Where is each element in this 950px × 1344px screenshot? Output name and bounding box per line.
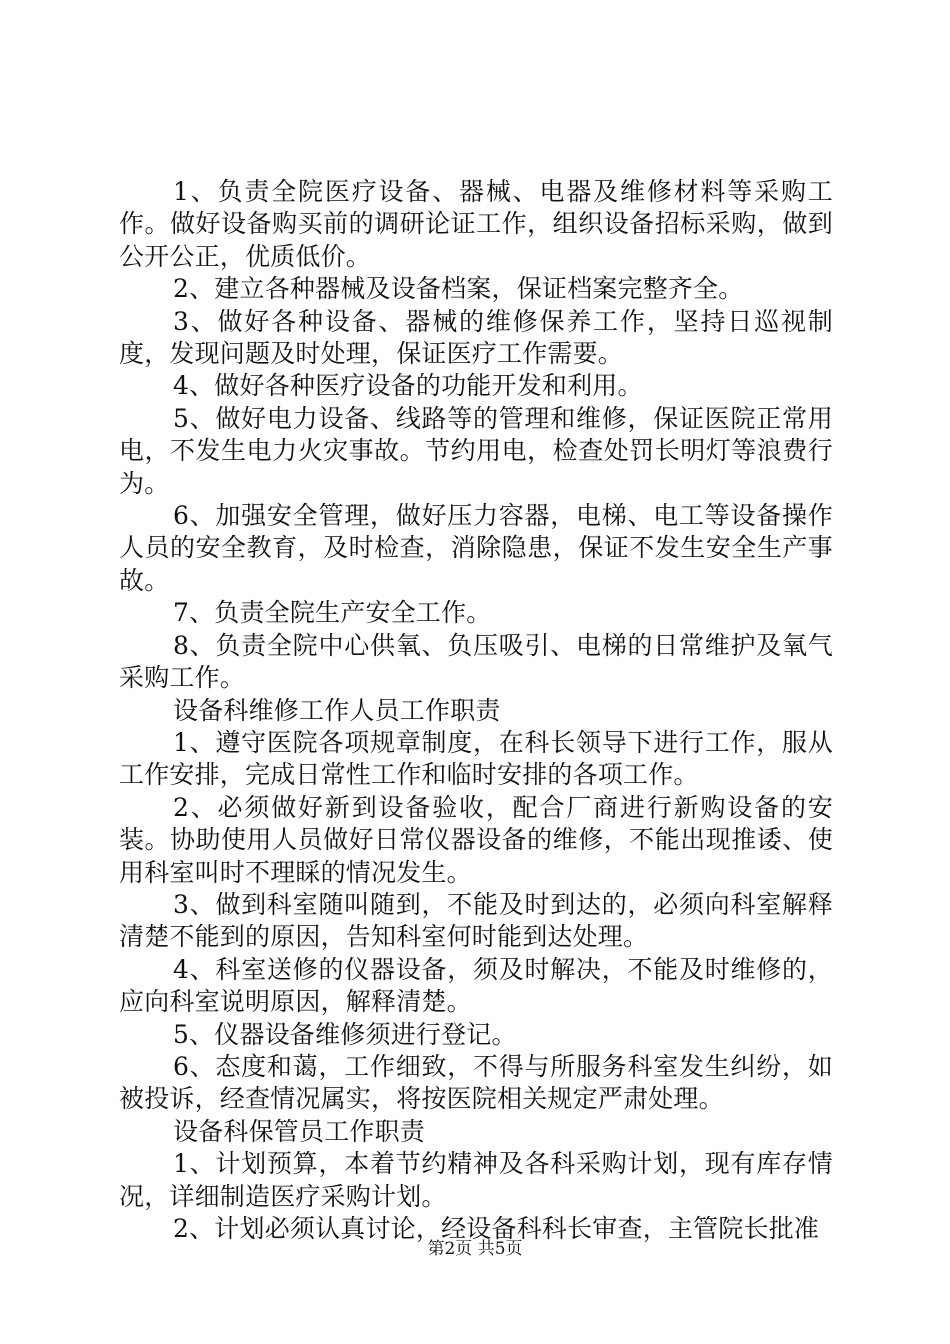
paragraph: 5、做好电力设备、线路等的管理和维修，保证医院正常用电，不发生电力火灾事故。节约用电，检查处罚长明灯等浪费行为。 (119, 403, 833, 498)
paragraph: 3、做到科室随叫随到，不能及时到达的，必须向科室解释清楚不能到的原因，告知科室何时能到达处理。 (119, 889, 833, 952)
paragraph: 2、建立各种器械及设备档案，保证档案完整齐全。 (173, 274, 744, 304)
paragraph: 6、态度和蔼，工作细致，不得与所服务科室发生纠纷，如被投诉，经查情况属实，将按医院相关规定严肃处理。 (119, 1051, 833, 1114)
paragraph: 2、必须做好新到设备验收，配合厂商进行新购设备的安装。协助使用人员做好日常仪器设备的维修，不能出现推诿、使用科室叫时不理睬的情况发生。 (119, 792, 833, 887)
paragraph: 1、计划预算，本着节约精神及各科采购计划，现有库存情况，详细制造医疗采购计划。 (119, 1149, 833, 1211)
paragraph: 3、做好各种设备、器械的维修保养工作，坚持日巡视制度，发现问题及时处理，保证医疗工作需要。 (119, 306, 833, 369)
section-heading: 设备科保管员工作职责 (173, 1116, 426, 1146)
paragraph: 1、遵守医院各项规章制度，在科长领导下进行工作，服从工作安排，完成日常性工作和临时安排的各项工作。 (119, 727, 833, 790)
paragraph: 2、计划必须认真讨论，经设备科科长审查，主管院长批准 (173, 1214, 820, 1243)
paragraph: 1、负责全院医疗设备、器械、电器及维修材料等采购工作。做好设备购买前的调研论证工作，组织设备招标采购，做到公开公正，优质低价。 (119, 177, 833, 271)
document-body (119, 176, 833, 1245)
paragraph: 4、科室送修的仪器设备，须及时解决，不能及时维修的，应向科室说明原因，解释清楚。 (119, 954, 833, 1017)
section-heading: 设备科维修工作人员工作职责 (173, 695, 501, 725)
page-footer: 第2页 共5页 (427, 1239, 523, 1259)
paragraph: 4、做好各种医疗设备的功能开发和利用。 (173, 371, 643, 401)
paragraph: 8、负责全院中心供氧、负压吸引、电梯的日常维护及氧气采购工作。 (119, 630, 833, 693)
paragraph: 6、加强安全管理，做好压力容器，电梯、电工等设备操作人员的安全教育，及时检查，消除隐患，保证不发生安全生产事故。 (119, 501, 833, 595)
paragraph: 5、仪器设备维修须进行登记。 (173, 1019, 517, 1049)
paragraph: 7、负责全院生产安全工作。 (173, 598, 492, 628)
